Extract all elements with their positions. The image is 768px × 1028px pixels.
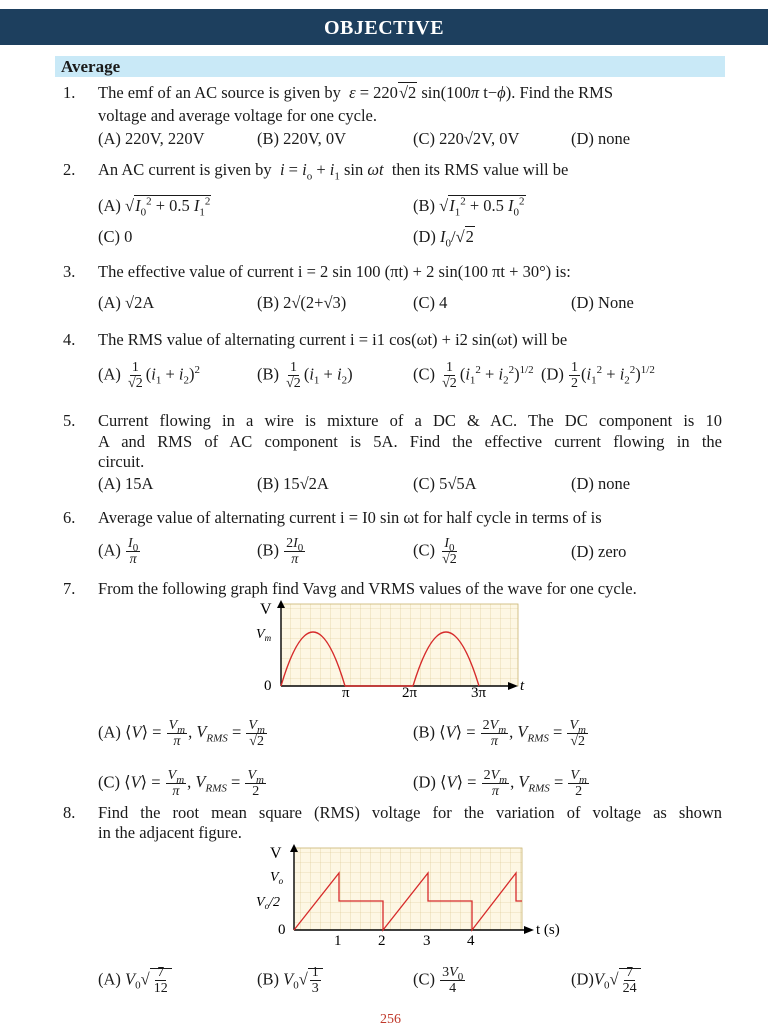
graph-tick-label: 1 bbox=[334, 933, 342, 949]
option-d: (D) none bbox=[571, 129, 631, 148]
question-text bbox=[98, 160, 569, 183]
option-d: (D) none bbox=[571, 474, 631, 493]
graph-x-label: t (s) bbox=[536, 922, 560, 938]
question-text-line: circuit. bbox=[98, 452, 145, 471]
option-c: (C) 220√2V, 0V bbox=[413, 129, 520, 148]
option-b: (B) 2√(2+√3) bbox=[257, 293, 347, 312]
option-c: (C) 0 bbox=[98, 227, 133, 246]
option-a: (A) $√I_0^2 + 0.5$ $I_1^2$ bbox=[98, 195, 211, 219]
question-text-part: An AC current is given by bbox=[98, 160, 272, 179]
option-b: (B) ⟨V⟩ = $\frac{2V_m}{\pi}$ , $V_{RMS}$ = $\frac{V_m}{√2}$ bbox=[413, 718, 586, 749]
graph-vm-label: $V_m$ bbox=[256, 627, 272, 643]
question-number: 3. bbox=[63, 262, 76, 281]
question-number: 5. bbox=[63, 411, 76, 430]
option-b: (B) $V_0√$ $\frac{1}{3}$ bbox=[257, 965, 323, 996]
graph-vo-label: $V_o$ bbox=[270, 870, 284, 886]
option-b: (B) $\frac{1}{√2}$ $(i_1 + i_2)$ bbox=[257, 360, 353, 391]
question-text: The effective value of current i = 2 sin 100 (πt) + 2 sin(100 πt + 30°) is: bbox=[98, 262, 571, 281]
question-number: 6. bbox=[63, 508, 76, 527]
question-text-line: A and RMS of AC component is 5A. Find the effective current flowing in the bbox=[98, 432, 722, 451]
graph-tick-label: 2π bbox=[402, 685, 418, 701]
graph-tick-label: π bbox=[342, 685, 350, 701]
option-d: (D) None bbox=[571, 293, 634, 312]
graph-y-label: V bbox=[270, 845, 282, 862]
x-axis-arrow-icon bbox=[524, 926, 534, 934]
option-c: (C) $\frac{3V_0}{4}$ bbox=[413, 965, 464, 996]
option-d: (D) $\frac{1}{2}$ $(i_1^2 + i_2^2)^{1/2}$ bbox=[541, 360, 655, 391]
option-c: (C) 4 bbox=[413, 293, 448, 312]
option-a: (A) √2A bbox=[98, 293, 155, 312]
option-c: (C) ⟨V⟩ = $\frac{V_m}{\pi}$ , $V_{RMS}$ = $\frac{V_m}{2}$ bbox=[98, 768, 264, 799]
graph-origin-label: 0 bbox=[264, 678, 272, 694]
option-d: (D) $I_0/√2$ bbox=[413, 227, 474, 250]
option-a: (A) $\frac{I_0}{\pi}$ bbox=[98, 536, 139, 567]
graph-origin-label: 0 bbox=[278, 922, 286, 938]
option-c: (C) 5√5A bbox=[413, 474, 477, 493]
option-b: (B) $√I_1^2 + 0.5$ $I_0^2$ bbox=[413, 195, 525, 219]
option-d: (D) zero bbox=[571, 542, 627, 561]
option-a: (A) ⟨V⟩ = $\frac{V_m}{\pi}$ , $V_{RMS}$ = $\frac{V_m}{√2}$ bbox=[98, 718, 265, 749]
question-text-line: Find the root mean square (RMS) voltage for the variation of voltage as shown bbox=[98, 803, 722, 822]
question-text-part: . Find the RMS bbox=[511, 83, 613, 102]
equation: $i = i_o + i_1$ sin ωt bbox=[279, 160, 384, 183]
graph-x-label: t bbox=[520, 678, 525, 694]
question-number: 7. bbox=[63, 579, 76, 598]
graph-grid bbox=[294, 848, 522, 930]
question-text: The RMS value of alternating current i = i1 cos(ωt) + i2 sin(ωt) will be bbox=[98, 330, 568, 349]
sawtooth-graph bbox=[250, 842, 570, 950]
page-header: OBJECTIVE bbox=[0, 9, 768, 45]
page-number: 256 bbox=[380, 1012, 401, 1027]
graph-tick-label: 3π bbox=[471, 685, 487, 701]
question-text: From the following graph find Vavg and VRMS values of the wave for one cycle. bbox=[98, 579, 637, 598]
option-a: (A) $V_0√$ $\frac{7}{12}$ bbox=[98, 965, 172, 996]
question-text-line: Current flowing in a wire is mixture of a DC & AC. The DC component is 10 bbox=[98, 411, 722, 430]
question-text-part: then its RMS value will be bbox=[391, 160, 569, 179]
option-b: (B) 220V, 0V bbox=[257, 129, 347, 148]
option-b: (B) $\frac{2I_0}{\pi}$ bbox=[257, 536, 304, 567]
option-d: (D) ⟨V⟩ = $\frac{2V_m}{\pi}$ , $V_{RMS}$ = $\frac{V_m}{2}$ bbox=[413, 768, 587, 799]
question-text-part: The emf of an AC source is given by bbox=[98, 83, 341, 102]
option-c: (C) $\frac{I_0}{√2}$ bbox=[413, 536, 457, 567]
option-a: (A) 220V, 220V bbox=[98, 129, 205, 148]
question-text-line: in the adjacent figure. bbox=[98, 823, 242, 842]
question-number: 8. bbox=[63, 803, 76, 822]
option-c: (C) $\frac{1}{√2}$ $(i_1^2 + i_2^2)^{1/2}$ bbox=[413, 360, 534, 391]
graph-tick-label: 4 bbox=[467, 933, 475, 949]
question-text-line: voltage and average voltage for one cycle. bbox=[98, 106, 377, 125]
option-b: (B) 15√2A bbox=[257, 474, 329, 493]
question-number: 1. bbox=[63, 83, 76, 102]
graph-vo-half-label: $V_o/2$ bbox=[256, 895, 280, 911]
section-heading: Average bbox=[55, 56, 725, 77]
graph-tick-label: 2 bbox=[378, 933, 386, 949]
graph-tick-label: 3 bbox=[423, 933, 431, 949]
question-number: 4. bbox=[63, 330, 76, 349]
option-d: $(D)V_0√$ $\frac{7}{24}$ bbox=[571, 965, 641, 996]
question-number: 2. bbox=[63, 160, 76, 179]
equation: ε = 220√2 sin(100π t−ϕ) bbox=[349, 83, 512, 102]
question-text: Average value of alternating current i = I0 sin ωt for half cycle in terms of is bbox=[98, 508, 602, 527]
graph-y-label: V bbox=[260, 601, 272, 618]
option-a: (A) 15A bbox=[98, 474, 154, 493]
half-wave-graph bbox=[250, 598, 540, 702]
question-text bbox=[98, 83, 613, 103]
graph-grid bbox=[281, 604, 518, 686]
option-a: (A) $\frac{1}{√2}$ $(i_1 + i_2)^2$ bbox=[98, 360, 200, 391]
